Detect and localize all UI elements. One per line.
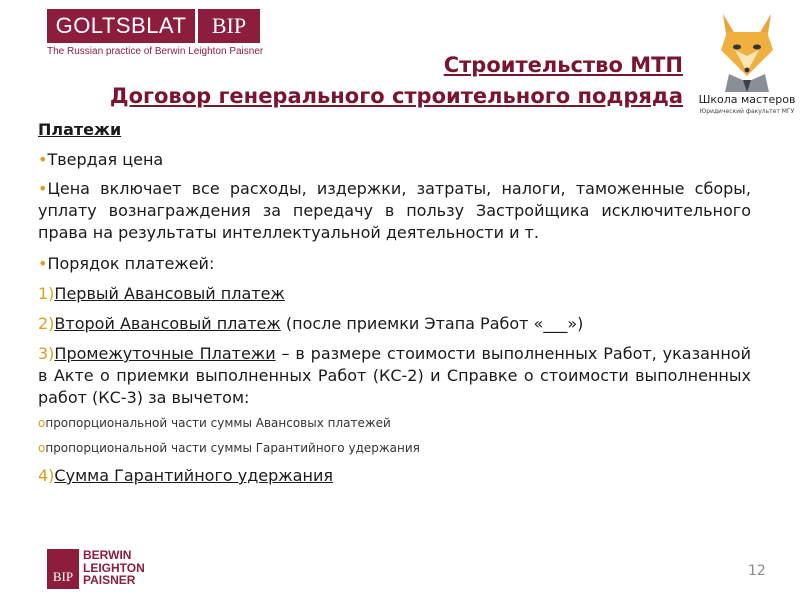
numbered-item xyxy=(38,465,751,487)
sub-marker: o xyxy=(38,416,46,430)
page-number: 12 xyxy=(748,563,766,579)
sub-marker: o xyxy=(38,441,46,455)
numbered-item xyxy=(38,283,751,305)
bullet-marker: • xyxy=(38,179,48,198)
item-number: 4) xyxy=(38,466,55,485)
section-heading: Платежи xyxy=(38,120,122,139)
blp-logo xyxy=(47,549,157,589)
sub-item xyxy=(38,440,751,456)
bullet-text: Порядок платежей: xyxy=(47,254,215,273)
bullet-text: Твердая цена xyxy=(47,150,164,169)
slide-title-line2: Договор генерального строительного подряда xyxy=(109,84,683,108)
blp-logo-line: BERWIN xyxy=(83,548,132,562)
blp-logo-text xyxy=(83,549,145,587)
bullet-item xyxy=(38,149,751,171)
item-number: 1) xyxy=(38,284,55,303)
bullet-item xyxy=(38,253,751,275)
sub-item xyxy=(38,415,751,431)
item-label: Второй Авансовый платеж xyxy=(54,314,281,333)
blp-logo-bip: BIP xyxy=(47,549,79,589)
logo-subtitle: The Russian practice of Berwin Leighton Paisner xyxy=(47,46,264,57)
item-label: Сумма Гарантийного удержания xyxy=(54,466,333,485)
numbered-item xyxy=(38,343,751,409)
item-rest: – в размере стоимости выполненных Работ, указанной в Акте о приемки выполненных Работ (КС-2) и Справке о стоимости выполненных работ (КС-3) за вычетом: xyxy=(38,344,751,407)
sub-text: пропорциональной части суммы Авансовых платежей xyxy=(45,416,391,430)
slide-content xyxy=(38,119,751,487)
item-label: Промежуточные Платежи xyxy=(54,344,276,363)
numbered-item xyxy=(38,313,751,335)
item-rest: (после приемки Этапа Работ «___») xyxy=(280,314,584,333)
school-name: Школа мастеров xyxy=(698,93,796,106)
item-number: 2) xyxy=(38,314,55,333)
logo-bip: BIP xyxy=(198,9,260,43)
blp-logo-line: LEIGHTON xyxy=(83,560,145,575)
sub-text: пропорциональной части суммы Гарантийного удержания xyxy=(45,441,420,455)
school-logo xyxy=(697,10,797,125)
blp-logo-line: PAISNER xyxy=(83,573,136,587)
slide-title-line1: Строительство МТП xyxy=(443,53,683,77)
item-number: 3) xyxy=(38,344,55,363)
item-label: Первый Авансовый платеж xyxy=(54,284,285,303)
bullet-text: Цена включает все расходы, издержки, затраты, налоги, таможенные сборы, уплату вознаграждения за передачу в пользу Застройщика исключительного права на результаты интеллектуальной деятельности и т. xyxy=(38,179,751,242)
school-faculty: Юридический факультет МГУ xyxy=(699,108,795,115)
bullet-item xyxy=(38,178,751,244)
logo-brand: GOLTSBLAT xyxy=(47,9,195,43)
bullet-marker: • xyxy=(38,150,48,169)
bullet-marker: • xyxy=(38,254,48,273)
fox-icon xyxy=(717,10,777,92)
